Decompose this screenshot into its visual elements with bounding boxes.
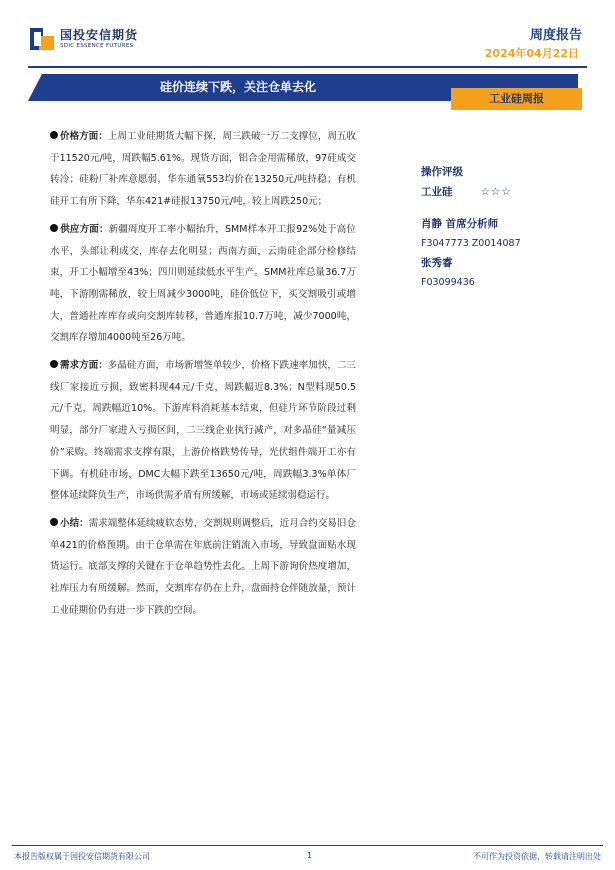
sidebar: [421, 162, 581, 292]
report-body: [50, 126, 356, 627]
bullet-icon: [50, 360, 58, 368]
bullet-icon: [50, 131, 58, 139]
rating-row: [421, 182, 581, 202]
logo-cn: 国投安信期货: [60, 28, 139, 42]
section-supply: [50, 219, 356, 349]
header-divider: [28, 66, 587, 68]
section-lead: 价格方面：: [60, 131, 108, 142]
footer-divider: [12, 845, 603, 846]
report-category-tag: 工业硅周报: [451, 88, 582, 110]
report-title: 硅价连续下跌，关注仓单去化: [159, 80, 316, 94]
company-logo: [30, 28, 138, 50]
footer-disclaimer: 不可作为投资依据，转载请注明出处: [473, 852, 601, 861]
section-demand: [50, 355, 356, 507]
logo-mark-icon: [30, 28, 54, 50]
analyst-license: F03099436: [421, 277, 475, 288]
analyst-name: 肖静 首席分析师: [421, 218, 499, 230]
analyst-name: 张秀睿: [421, 257, 453, 269]
section-text: 新疆周度开工率小幅抬升，SMM样本开工报92%处于高位水平，头部让利成交，库存去化明显；西南方面，云南硅企部分检修结束，开工小幅增至43%；四川则延续低水平生产。SMM社库总量36.7万吨，下游刚需稀放，较上周减少3000吨，硅价低位下，买交割吸引或增大，普通社库库存或向交割库转移，普通库报10.7万吨，减少7000吨，交割库存增加4000吨至26万吨。: [50, 223, 356, 344]
rating-commodity: 工业硅: [421, 186, 453, 198]
rating-stars-icon: ☆☆☆: [480, 186, 512, 198]
logo-text: [60, 28, 138, 50]
footer-copyright: 本报告版权属于国投安信期货有限公司: [14, 852, 150, 861]
section-text: 多晶硅方面，市场新增签单较少，价格下跌速率加快，二三线厂家接近亏损，致密料现44元/千克，周跌幅近8.3%；N型料现50.5元/千克，周跌幅近10%。下游库料消耗基本结束，但硅片环节阶段过剩明显，部分厂家进入亏损区间，二三线企业执行减产，对多晶硅“量减压价”采购。终端需求支撑有限，上游价格跌势传导，光伏组件端开工亦有下调。有机硅市场，DMC大幅下跌至13650元/吨，周跌幅3.3%单体厂整体延续降负生产，市场供需矛盾有所缓解，市场或延续弱稳运行。: [50, 360, 356, 502]
rating-label: 操作评级: [421, 166, 463, 178]
section-text: 上周工业硅期货大幅下探，周三跌破一万二支撑位，周五收于11520元/吨，周跌幅5.61%。现货方面，铝合金用需稀放，97硅成交转冷；硅粉厂补库意愿弱，华东通氧553均价在13250元/吨持稳；有机硅开工有所下降，华东421#硅报13750元/吨，较上周跌250元；: [50, 131, 356, 208]
section-lead: 供应方面：: [60, 223, 109, 235]
section-lead: 小结：: [60, 517, 89, 529]
logo-en: SDIC ESSENCE FUTURES: [60, 43, 134, 49]
section-price: [50, 126, 356, 213]
bullet-icon: [50, 518, 58, 526]
section-summary: [50, 513, 356, 622]
report-date: 2024年04月22日: [484, 47, 579, 60]
page-number: 1: [307, 851, 313, 860]
section-lead: 需求方面：: [60, 360, 108, 372]
bullet-icon: [50, 224, 58, 232]
section-text: 需求端整体延续疲软态势，交割规则调整后，近月合约交易旧仓单421的价格预期。由于仓单需在年底前注销流入市场，导致盘面贴水现货运行。底部支撑的关键在于仓单趋势性去化。上周下游询价热度增加，社库压力有所缓解。然而，交割库存仍在上升，盘面持仓伴随放量，预计工业硅期价仍有进一步下跌的空间。: [50, 517, 356, 616]
report-type: 周度报告: [529, 28, 582, 43]
analyst-license: F3047773 Z0014087: [421, 238, 521, 249]
